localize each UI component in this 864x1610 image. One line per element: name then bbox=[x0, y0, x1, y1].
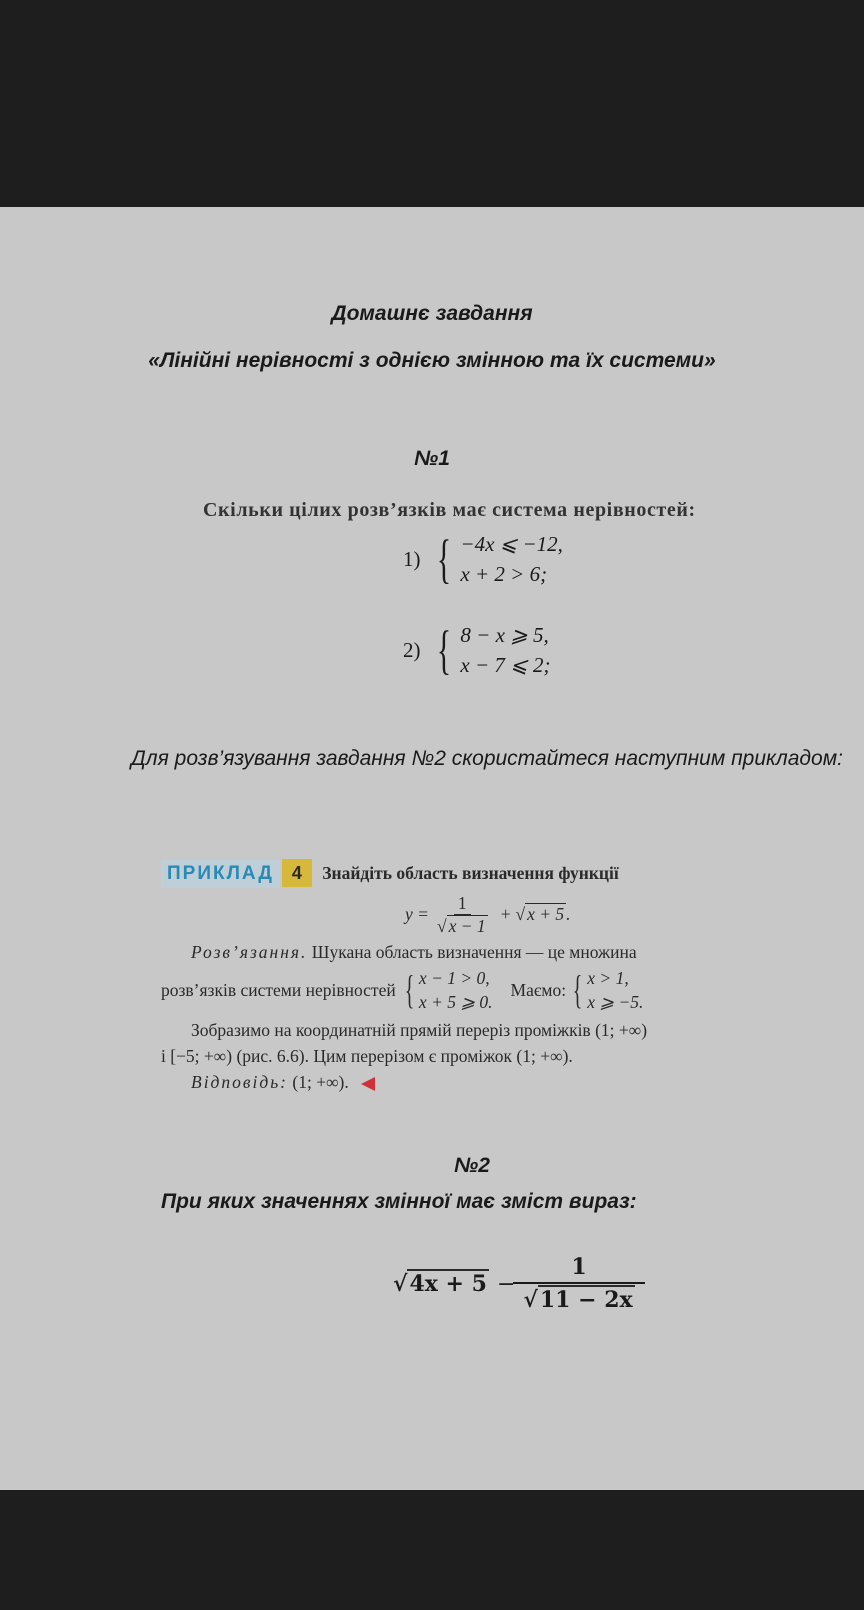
task1-number: №1 bbox=[414, 447, 450, 470]
hint-text: Для розв’язування завдання №2 скористайтеся наступним прикладом: bbox=[131, 747, 843, 770]
expr-numerator: 1 bbox=[513, 1252, 644, 1284]
example-badge-number: 4 bbox=[282, 859, 312, 887]
example-formula bbox=[405, 892, 825, 937]
system-1 bbox=[403, 529, 563, 589]
system-1-label: 1) bbox=[403, 546, 421, 571]
expr-sqrt1: √4x + 5 bbox=[393, 1271, 487, 1297]
sys-b-line1: x > 1, bbox=[587, 968, 629, 988]
formula-y: y = bbox=[405, 904, 429, 924]
sys-b-line2: x ⩾ −5. bbox=[587, 992, 644, 1012]
formula-end: . bbox=[566, 904, 571, 924]
sys-a-line1: x − 1 > 0, bbox=[418, 968, 490, 988]
task1-question: Скільки цілих розв’язків має система нерівностей: bbox=[203, 499, 696, 521]
formula-fraction bbox=[433, 892, 492, 937]
example-block bbox=[161, 859, 825, 1095]
solution-text: Шукана область визначення — це множина bbox=[311, 942, 637, 962]
formula-denominator-radicand: x − 1 bbox=[448, 916, 486, 936]
system-2-line2: x − 7 ⩽ 2; bbox=[460, 653, 551, 677]
formula-sqrt-radicand: x + 5 bbox=[527, 904, 565, 924]
formula-sqrt: √ x + 5 bbox=[515, 904, 565, 924]
page-subtitle: «Лінійні нерівності з однією змінною та їх системи» bbox=[148, 349, 716, 372]
solution-systems-row bbox=[161, 965, 825, 1015]
system-intro: розв’язків системи нерівностей bbox=[161, 979, 396, 1000]
brace-icon: { bbox=[404, 967, 415, 1012]
system-2 bbox=[403, 620, 551, 680]
answer-value: (1; +∞). bbox=[292, 1072, 349, 1092]
example-badge: ПРИКЛАД bbox=[161, 860, 280, 888]
example-task: Знайдіть область визначення функції bbox=[322, 863, 619, 883]
end-marker-icon bbox=[361, 1077, 375, 1091]
para2-line1: Зобразимо на координатній прямій переріз проміжків (1; +∞) bbox=[191, 1020, 648, 1040]
brace-icon: { bbox=[436, 529, 451, 589]
task2-question: При яких значеннях змінної має зміст вираз: bbox=[161, 1190, 637, 1213]
task2-expression bbox=[393, 1252, 635, 1316]
formula-numerator: 1 bbox=[454, 892, 471, 915]
brace-icon: { bbox=[572, 967, 583, 1012]
para2-line2: і [−5; +∞) (рис. 6.6). Цим перерізом є проміжок (1; +∞). bbox=[161, 1046, 573, 1066]
expr-minus: − bbox=[496, 1271, 516, 1297]
expr-denominator: √11 − 2x bbox=[523, 1287, 633, 1313]
answer-label: Відповідь: bbox=[191, 1072, 289, 1092]
expr-sqrt2-radicand: 11 − 2x bbox=[539, 1287, 633, 1313]
system-1-line1: −4x ⩽ −12, bbox=[460, 532, 563, 556]
formula-plus: + bbox=[499, 904, 512, 924]
task2-number: №2 bbox=[454, 1154, 490, 1177]
formula-denominator: √ x − 1 bbox=[436, 916, 486, 936]
page-title: Домашнє завдання bbox=[331, 302, 533, 325]
expr-sqrt1-radicand: 4x + 5 bbox=[409, 1271, 487, 1297]
solution-label: Розв’язання. bbox=[191, 942, 308, 962]
system-1-line2: x + 2 > 6; bbox=[460, 562, 548, 586]
sys-a-line2: x + 5 ⩾ 0. bbox=[418, 992, 493, 1012]
expr-fraction bbox=[523, 1252, 634, 1316]
document-page bbox=[0, 207, 864, 1490]
brace-icon: { bbox=[436, 620, 451, 680]
system-2-line1: 8 − x ⩾ 5, bbox=[460, 623, 549, 647]
system-2-label: 2) bbox=[403, 637, 421, 662]
have-label: Маємо: bbox=[510, 979, 567, 1000]
